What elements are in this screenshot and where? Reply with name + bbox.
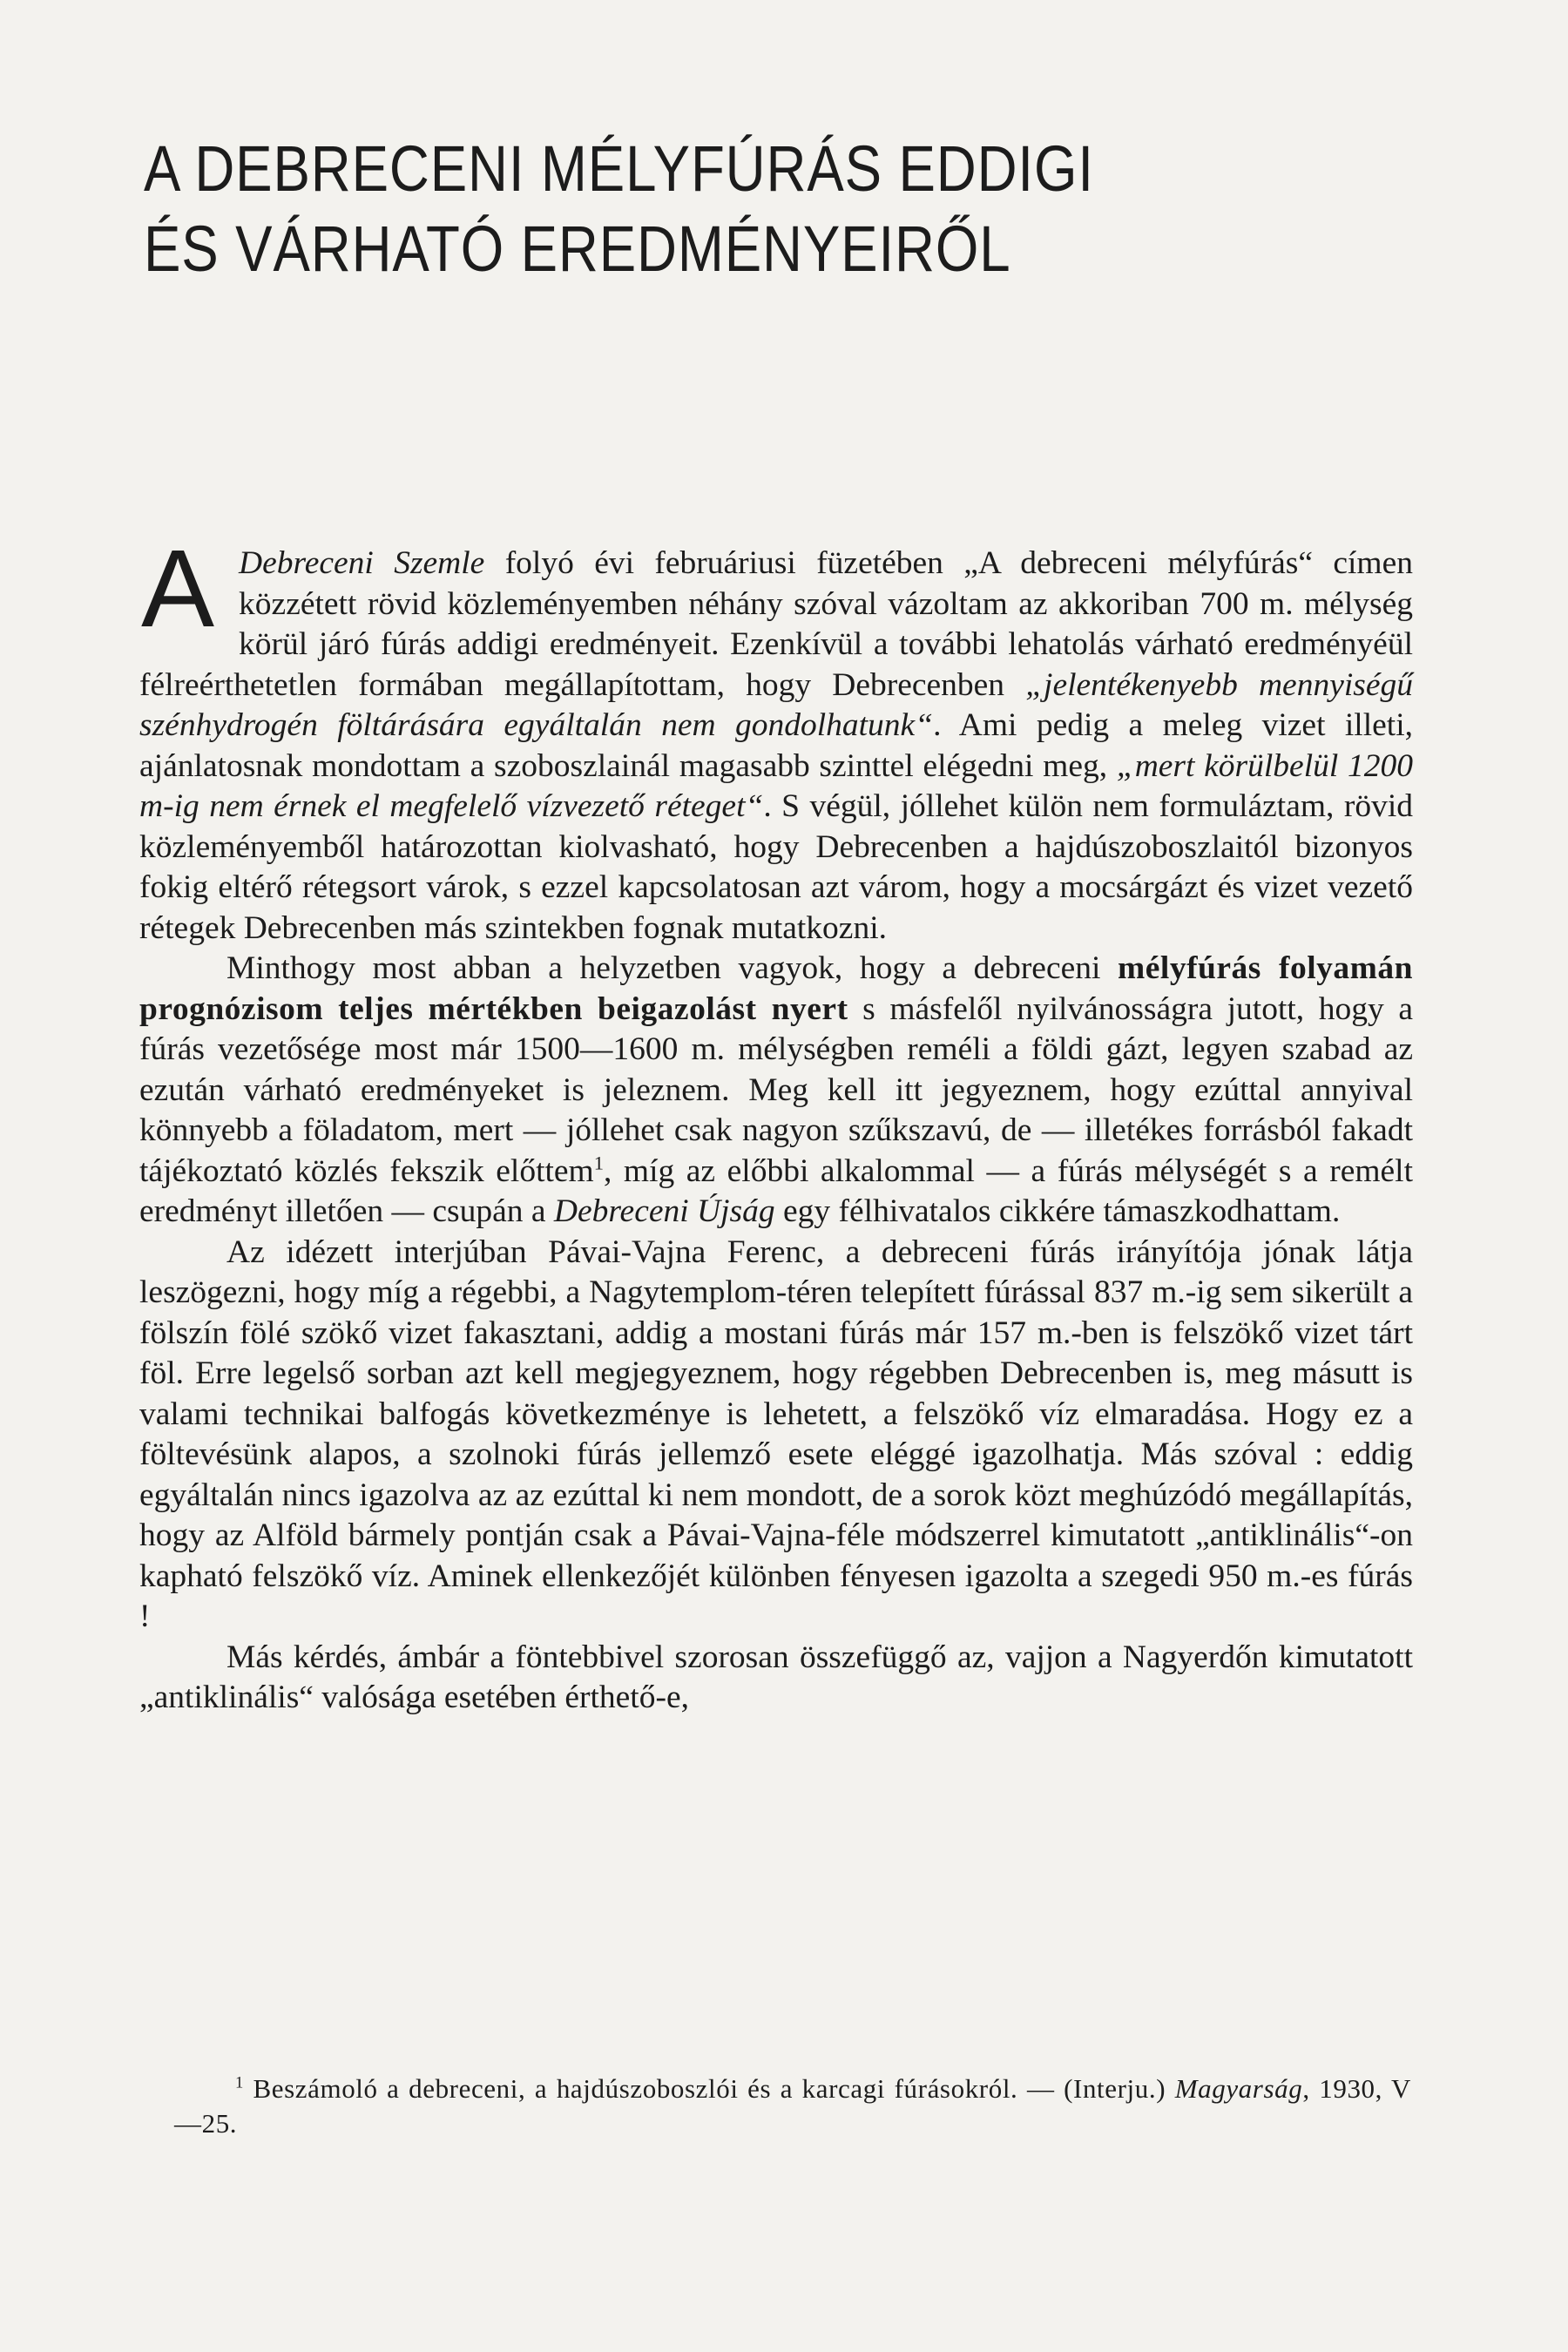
journal-name: Debreceni Szemle bbox=[239, 545, 485, 581]
paragraph-1-text-a: folyó évi februáriusi füzetében „A debreceni mélyfúrás“ címen közzétett rövid közleményemben néhány szóval vázoltam az akkoriban 700 m. mélység körül járó fúrás addigi eredményeit. Ezenkívül a további lehatolás várható eredményéül félreérthetetlen formában megállapítottam, hogy Debrecenben bbox=[139, 545, 1413, 703]
footnote bbox=[174, 2072, 1411, 2141]
title-line-2: ÉS VÁRHATÓ EREDMÉNYEIRŐL bbox=[144, 213, 1011, 285]
article-body bbox=[139, 527, 1414, 1719]
paragraph-2 bbox=[139, 949, 1413, 1233]
title-line-1: A DEBRECENI MÉLYFÚRÁS EDDIGI bbox=[144, 132, 1094, 205]
paragraph-2-text-d: egy félhivatalos cikkére támaszkodhattam. bbox=[774, 1193, 1341, 1229]
newspaper-name: Debreceni Újság bbox=[553, 1193, 775, 1229]
paragraph-2-text-a: Minthogy most abban a helyzetben vagyok, hogy a debreceni bbox=[226, 950, 1119, 986]
paragraph-2-text-b: s másfelől nyilvánosságra jutott, hogy a fúrás vezetősége most már 1500—1600 m. mélységben reméli a földi gázt, legyen szabad az ezután várható eredményeket is jeleznem. Meg kell itt jegyeznem, hogy ezúttal annyival könnyebb a föladatom, mert — jóllehet csak nagyon szűkszavú, de — illetékes forrásból fakadt tájékoztató közlés fekszik előttem bbox=[139, 990, 1414, 1189]
quote-1: „jelentékenyebb mennyiségű szénhydrogén föltárására egyáltalán nem gondolhatunk“ bbox=[139, 666, 1413, 743]
footnote-mark: 1 bbox=[235, 2073, 244, 2092]
drop-cap: A bbox=[141, 527, 215, 650]
article-title bbox=[144, 129, 1193, 289]
emphasis-bold: mélyfúrás folyamán prognózisom teljes mértékben beigazolást nyert bbox=[139, 950, 1413, 1027]
paragraph-2-text-c: , míg az előbbi alkalommal — a fúrás mélységét s a remélt eredményt illetően — csupán a bbox=[139, 1152, 1413, 1229]
footnote-ref: 1 bbox=[593, 1152, 604, 1173]
paragraph-4: Más kérdés, ámbár a föntebbivel szorosan összefüggő az, vajjon a Nagyerdőn kimutatott „antiklinális“ valósága esetében érthető-e, bbox=[139, 1639, 1413, 1715]
footnote-text-a: Beszámoló a debreceni, a hajdúszoboszlói és a karcagi fúrásokról. — (Interju.) bbox=[243, 2073, 1175, 2104]
paragraph-1-text-c: . S végül, jóllehet külön nem formuláztam, rövid közleményemből határozottan kiolvasható, hogy Debrecenben a hajdúszoboszlaitól bizonyos fokig eltérő rétegsort várok, s ezzel kapcsolatosan azt várom, hogy a mocsárgázt és vizet vezető rétegek Debrecenben más szintekben fognak mutatkozni. bbox=[139, 788, 1413, 946]
footnote-text-b: , 1930, V—25. bbox=[174, 2073, 1411, 2139]
quote-2: „mert körülbelül 1200 m-ig nem érnek el megfelelő vízvezető réteget“ bbox=[139, 747, 1414, 824]
footnote-source: Magyarság bbox=[1174, 2073, 1303, 2104]
paragraph-1 bbox=[139, 527, 1414, 949]
paragraph-1-text-b: . Ami pedig a meleg vizet illeti, ajánlatosnak mondottam a szoboszlainál magasabb szinttel elégedni meg, bbox=[139, 707, 1413, 784]
paragraph-3: Az idézett interjúban Pávai-Vajna Ferenc, a debreceni fúrás irányítója jónak látja leszögezni, hogy míg a régebbi, a Nagytemplom-téren telepített fúrással 837 m.-ig sem sikerült a fölszín fölé szökő vizet fakasztani, addig a mostani fúrás már 157 m.-ben is felszökő vizet tárt föl. Erre legelső sorban azt kell megjegyeznem, hogy régebben Debrecenben is, meg másutt is valami technikai balfogás következménye is lehetett, a felszökő víz elmaradása. Hogy ez a föltevésünk alapos, a szolnoki fúrás jellemző esete eléggé igazolhatja. Más szóval : eddig egyáltalán nincs igazolva az az ezúttal ki nem mondott, de a sorok közt meghúzódó megállapítás, hogy az Alföld bármely pontján csak a Pávai-Vajna-féle módszerrel kimutatott „antiklinális“-on kapható felszökő víz. Aminek ellenkezőjét különben fényesen igazolta a szegedi 950 m.-es fúrás ! bbox=[139, 1233, 1413, 1634]
